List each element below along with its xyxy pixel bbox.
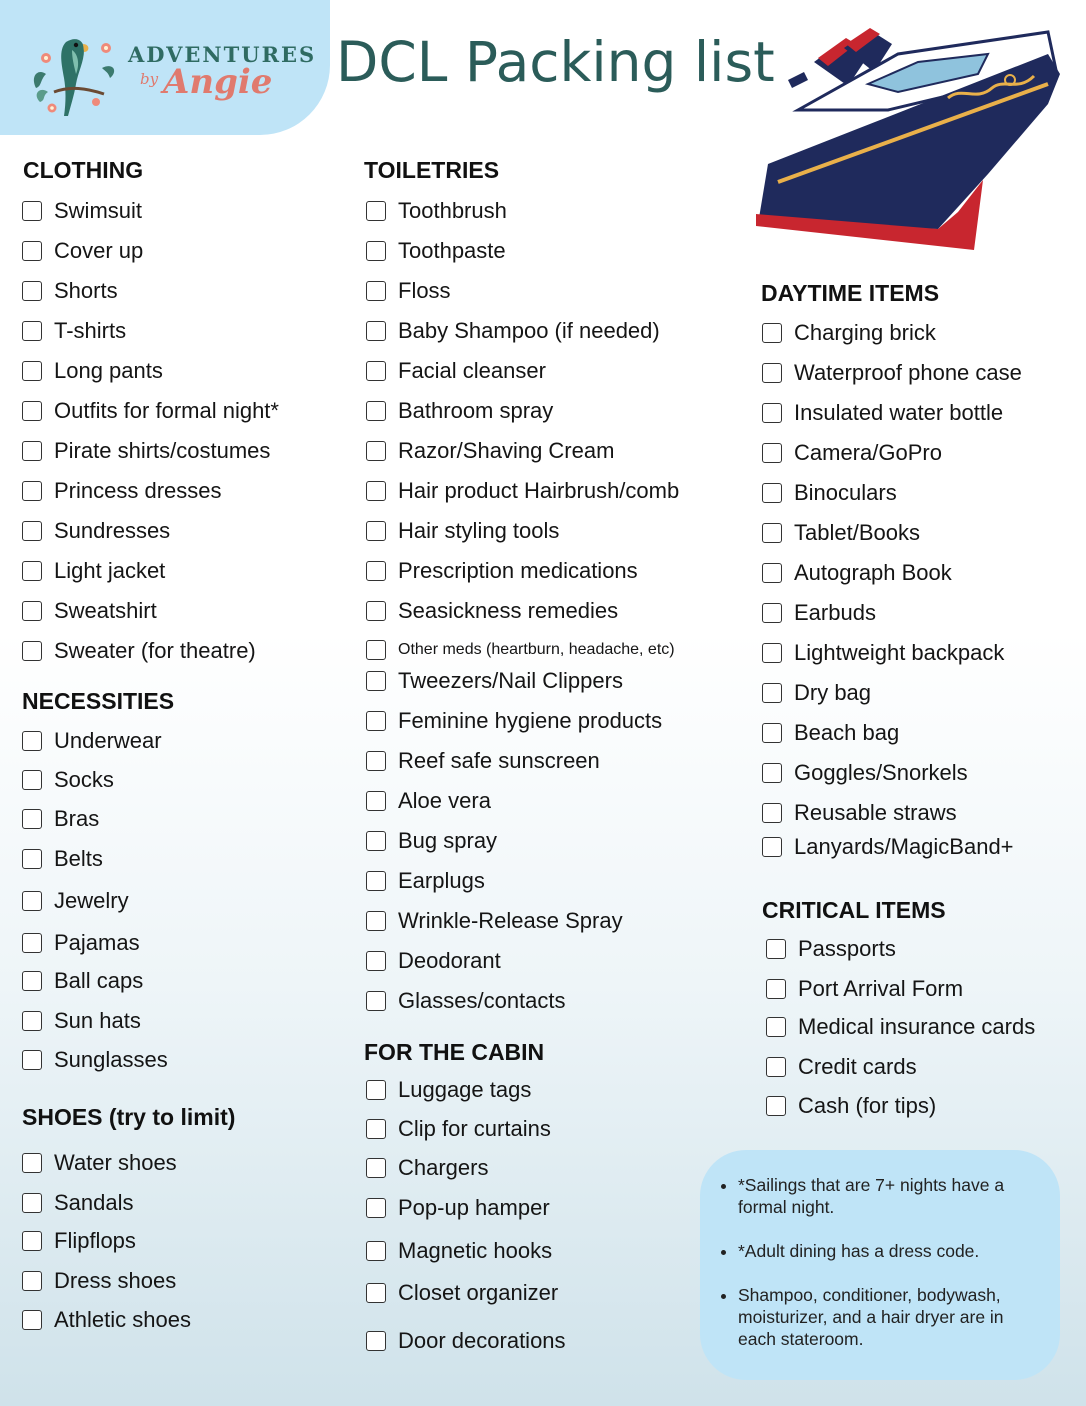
checkbox[interactable] xyxy=(22,849,42,869)
item-label: Luggage tags xyxy=(398,1077,532,1102)
item-label: Tablet/Books xyxy=(794,520,920,545)
checkbox[interactable] xyxy=(762,803,782,823)
checkbox[interactable] xyxy=(366,241,386,261)
section-heading-shoes: SHOES (try to limit) xyxy=(22,1104,236,1130)
checklist-item-sundresses[interactable] xyxy=(22,516,170,546)
item-label: Sundresses xyxy=(54,518,171,543)
item-label: Goggles/Snorkels xyxy=(794,760,968,785)
item-label: Reef safe sunscreen xyxy=(398,748,600,773)
checkbox[interactable] xyxy=(762,683,782,703)
checkbox[interactable] xyxy=(766,1096,786,1116)
checklist-item-beach-bag[interactable] xyxy=(762,718,899,748)
item-label: Floss xyxy=(398,278,451,303)
checkbox[interactable] xyxy=(22,481,42,501)
item-label: Medical insurance cards xyxy=(798,1014,1036,1039)
checkbox[interactable] xyxy=(22,201,42,221)
checkbox[interactable] xyxy=(366,481,386,501)
item-label: Bras xyxy=(54,806,100,831)
checkbox[interactable] xyxy=(366,991,386,1011)
checklist-item-earplugs[interactable] xyxy=(366,866,485,896)
checkbox[interactable] xyxy=(366,951,386,971)
checkbox[interactable] xyxy=(22,1011,42,1031)
section-heading-necessities: NECESSITIES xyxy=(22,688,175,714)
item-label: Socks xyxy=(54,767,114,792)
item-label: Facial cleanser xyxy=(398,358,546,383)
checklist-item-toothbrush[interactable] xyxy=(366,196,507,226)
item-label: Lanyards/MagicBand+ xyxy=(794,834,1014,859)
checklist-item-port-arrival-form[interactable] xyxy=(766,974,963,1004)
checkbox[interactable] xyxy=(22,933,42,953)
item-label: Sandals xyxy=(54,1190,134,1215)
checkbox[interactable] xyxy=(366,1283,386,1303)
item-label: Chargers xyxy=(398,1155,489,1180)
checklist-item-tweezers[interactable] xyxy=(366,666,623,696)
section-heading-clothing: CLOTHING xyxy=(23,157,144,183)
item-label: Prescription medications xyxy=(398,558,638,583)
checklist-item-jewelry[interactable] xyxy=(22,886,129,916)
item-label: Binoculars xyxy=(794,480,897,505)
checkbox[interactable] xyxy=(366,561,386,581)
checklist-item-razor[interactable] xyxy=(366,436,614,466)
checklist-item-charging-brick[interactable] xyxy=(762,318,936,348)
checkbox[interactable] xyxy=(366,751,386,771)
checkbox[interactable] xyxy=(22,1153,42,1173)
item-label: Water shoes xyxy=(54,1150,177,1175)
item-label: Sun hats xyxy=(54,1008,141,1033)
section-heading-cabin: FOR THE CABIN xyxy=(364,1039,545,1065)
checkbox[interactable] xyxy=(22,281,42,301)
checklist-item-cash[interactable] xyxy=(766,1091,936,1121)
item-label: Hair styling tools xyxy=(398,518,560,543)
checklist-item-facial-cleanser[interactable] xyxy=(366,356,546,386)
checklist-item-door-decorations[interactable] xyxy=(366,1326,566,1356)
checkbox[interactable] xyxy=(762,363,782,383)
checklist-item-passports[interactable] xyxy=(766,934,896,964)
note-dress-code: • *Adult dining has a dress code. xyxy=(738,1240,1042,1262)
item-label: Waterproof phone case xyxy=(794,360,1022,385)
checkbox[interactable] xyxy=(366,401,386,421)
checklist-item-credit-cards[interactable] xyxy=(766,1052,917,1082)
checkbox[interactable] xyxy=(22,1050,42,1070)
checklist-item-ball-caps[interactable] xyxy=(22,966,143,996)
checkbox[interactable] xyxy=(366,831,386,851)
checklist-item-tablet-books[interactable] xyxy=(762,518,920,548)
section-heading-daytime: DAYTIME ITEMS xyxy=(761,280,940,306)
checkbox[interactable] xyxy=(762,403,782,423)
checklist-item-belts[interactable] xyxy=(22,844,103,874)
item-label: Baby Shampoo (if needed) xyxy=(398,318,660,343)
item-label: Sunglasses xyxy=(54,1047,168,1072)
checkbox[interactable] xyxy=(366,201,386,221)
checkbox[interactable] xyxy=(22,641,42,661)
item-label: Flipflops xyxy=(54,1228,136,1253)
checklist-item-aloe-vera[interactable] xyxy=(366,786,491,816)
checklist-item-sweater[interactable] xyxy=(22,636,256,666)
checkbox[interactable] xyxy=(22,1271,42,1291)
checklist-item-closet-organizer[interactable] xyxy=(366,1278,558,1308)
checklist-item-camera[interactable] xyxy=(762,438,942,468)
item-label: Charging brick xyxy=(794,320,936,345)
checklist-item-binoculars[interactable] xyxy=(762,478,897,508)
checklist-item-swimsuit[interactable] xyxy=(22,196,142,226)
item-label: Beach bag xyxy=(794,720,900,745)
item-label: Sweatshirt xyxy=(54,598,157,623)
checkbox[interactable] xyxy=(766,979,786,999)
checklist-item-luggage-tags[interactable] xyxy=(366,1075,531,1105)
item-label: Aloe vera xyxy=(398,788,491,813)
checkbox[interactable] xyxy=(22,971,42,991)
checklist-item-long-pants[interactable] xyxy=(22,356,163,386)
item-label: Glasses/contacts xyxy=(398,988,566,1013)
checkbox[interactable] xyxy=(766,939,786,959)
item-label: Light jacket xyxy=(54,558,166,583)
checklist-item-cover-up[interactable] xyxy=(22,236,143,266)
item-label: Seasickness remedies xyxy=(398,598,619,623)
checkbox[interactable] xyxy=(366,1119,386,1139)
item-label: Other meds (heartburn, headache, etc) xyxy=(398,641,675,658)
checkbox[interactable] xyxy=(366,671,386,691)
item-label: Passports xyxy=(798,936,896,961)
checklist-item-seasickness[interactable] xyxy=(366,596,618,626)
item-label: Earplugs xyxy=(398,868,485,893)
checkbox[interactable] xyxy=(22,561,42,581)
checklist-item-sunglasses[interactable] xyxy=(22,1045,168,1075)
checkbox[interactable] xyxy=(22,441,42,461)
checklist-item-baby-shampoo[interactable] xyxy=(366,316,660,346)
checklist-item-princess-dresses[interactable] xyxy=(22,476,222,506)
checkbox[interactable] xyxy=(366,1331,386,1351)
checklist-item-straws[interactable] xyxy=(762,798,957,828)
checklist-item-formal-outfits[interactable] xyxy=(22,396,279,426)
checklist-item-wrinkle-spray[interactable] xyxy=(366,906,623,936)
checklist-item-insurance-cards[interactable] xyxy=(766,1012,1035,1042)
checkbox[interactable] xyxy=(766,1057,786,1077)
checkbox[interactable] xyxy=(762,323,782,343)
item-label: Dry bag xyxy=(794,680,872,705)
section-heading-critical: CRITICAL ITEMS xyxy=(762,897,946,923)
checklist-item-phone-case[interactable] xyxy=(762,358,1022,388)
item-label: Athletic shoes xyxy=(54,1307,191,1332)
item-label: Magnetic hooks xyxy=(398,1238,553,1263)
checkbox[interactable] xyxy=(22,401,42,421)
checkbox[interactable] xyxy=(366,911,386,931)
checklist-item-dry-bag[interactable] xyxy=(762,678,871,708)
checklist-item-sandals[interactable] xyxy=(22,1188,134,1218)
brand-author: Angie xyxy=(163,62,273,102)
notes-list xyxy=(716,1174,1042,1350)
checklist-item-deodorant[interactable] xyxy=(366,946,501,976)
item-label: Jewelry xyxy=(54,888,129,913)
item-label: Credit cards xyxy=(798,1054,917,1079)
checklist-item-shorts[interactable] xyxy=(22,276,118,306)
checklist-item-toothpaste[interactable] xyxy=(366,236,506,266)
checkbox[interactable] xyxy=(22,770,42,790)
checkbox[interactable] xyxy=(22,809,42,829)
checklist-item-pirate-shirts[interactable] xyxy=(22,436,270,466)
item-label: Dress shoes xyxy=(54,1268,177,1293)
checklist-item-goggles[interactable] xyxy=(762,758,968,788)
item-label: T-shirts xyxy=(54,318,127,343)
checkbox[interactable] xyxy=(22,321,42,341)
item-label: Pop-up hamper xyxy=(398,1195,550,1220)
checkbox[interactable] xyxy=(366,321,386,341)
checkbox[interactable] xyxy=(22,1231,42,1251)
checklist-item-earbuds[interactable] xyxy=(762,598,876,628)
checklist-item-floss[interactable] xyxy=(366,276,451,306)
item-label: Hair product Hairbrush/comb xyxy=(398,478,680,503)
item-label: Earbuds xyxy=(794,600,876,625)
item-label: Clip for curtains xyxy=(398,1116,551,1141)
checklist-item-magnetic-hooks[interactable] xyxy=(366,1236,552,1266)
checkbox[interactable] xyxy=(366,1241,386,1261)
item-label: Wrinkle-Release Spray xyxy=(398,908,623,933)
item-label: Shorts xyxy=(54,278,118,303)
item-label: Toothbrush xyxy=(398,198,507,223)
checklist-item-prescriptions[interactable] xyxy=(366,556,638,586)
item-label: Lightweight backpack xyxy=(794,640,1005,665)
checkbox[interactable] xyxy=(762,443,782,463)
section-heading-toiletries: TOILETRIES xyxy=(364,157,500,183)
checklist-item-hair-product[interactable] xyxy=(366,476,679,506)
item-label: Insulated water bottle xyxy=(794,400,1004,425)
checklist-item-socks[interactable] xyxy=(22,765,114,795)
item-label: Princess dresses xyxy=(54,478,222,503)
item-label: Camera/GoPro xyxy=(794,440,942,465)
page-title: DCL Packing list xyxy=(336,30,775,94)
note-formal-night: • *Sailings that are 7+ nights have a formal night. xyxy=(738,1174,1042,1218)
checklist-item-sun-hats[interactable] xyxy=(22,1006,141,1036)
item-label: Swimsuit xyxy=(54,198,143,223)
checklist-item-autograph-book[interactable] xyxy=(762,558,952,588)
item-label: Toothpaste xyxy=(398,238,506,263)
checklist-item-hamper[interactable] xyxy=(366,1193,550,1223)
item-label: Sweater (for theatre) xyxy=(54,638,256,663)
checklist-item-feminine-hygiene[interactable] xyxy=(366,706,662,736)
parrot-logo-icon xyxy=(26,28,122,120)
checklist-item-dress-shoes[interactable] xyxy=(22,1266,176,1296)
checkbox[interactable] xyxy=(762,603,782,623)
checkbox[interactable] xyxy=(762,763,782,783)
item-label: Reusable straws xyxy=(794,800,957,825)
checkbox[interactable] xyxy=(22,891,42,911)
checkbox[interactable] xyxy=(366,441,386,461)
brand-name: ADVENTURES xyxy=(128,42,317,67)
checklist-item-athletic-shoes[interactable] xyxy=(22,1305,191,1335)
checklist-item-pajamas[interactable] xyxy=(22,928,140,958)
item-label: Long pants xyxy=(54,358,163,383)
checkbox[interactable] xyxy=(366,601,386,621)
checkbox[interactable] xyxy=(762,563,782,583)
item-label: Pajamas xyxy=(54,930,140,955)
checklist-item-glasses[interactable] xyxy=(366,986,566,1016)
checklist-item-other-meds[interactable] xyxy=(366,635,675,665)
checkbox[interactable] xyxy=(366,521,386,541)
note-stateroom-amenities: • Shampoo, conditioner, bodywash, moisturizer, and a hair dryer are in each stateroom. xyxy=(738,1284,1042,1350)
item-label: Autograph Book xyxy=(794,560,952,585)
checkbox[interactable] xyxy=(366,640,386,660)
item-label: Tweezers/Nail Clippers xyxy=(398,668,623,693)
checkbox[interactable] xyxy=(762,523,782,543)
checkbox[interactable] xyxy=(762,723,782,743)
item-label: Belts xyxy=(54,846,103,871)
checklist-item-flipflops[interactable] xyxy=(22,1226,136,1256)
item-label: Razor/Shaving Cream xyxy=(398,438,615,463)
checklist-item-t-shirts[interactable] xyxy=(22,316,126,346)
checklist-item-backpack[interactable] xyxy=(762,638,1004,668)
item-label: Deodorant xyxy=(398,948,501,973)
notes-box xyxy=(700,1150,1060,1380)
checkbox[interactable] xyxy=(22,361,42,381)
item-label: Cover up xyxy=(54,238,144,263)
checkbox[interactable] xyxy=(762,837,782,857)
checkbox[interactable] xyxy=(22,731,42,751)
item-label: Door decorations xyxy=(398,1328,566,1353)
checkbox[interactable] xyxy=(766,1017,786,1037)
checklist-item-curtain-clip[interactable] xyxy=(366,1114,551,1144)
checklist-item-sweatshirt[interactable] xyxy=(22,596,157,626)
item-label: Closet organizer xyxy=(398,1280,559,1305)
item-label: Ball caps xyxy=(54,968,144,993)
checklist-item-bras[interactable] xyxy=(22,804,99,834)
checkbox[interactable] xyxy=(366,711,386,731)
item-label: Port Arrival Form xyxy=(798,976,964,1001)
item-label: Outfits for formal night* xyxy=(54,398,279,423)
item-label: Underwear xyxy=(54,728,162,753)
item-label: Bug spray xyxy=(398,828,498,853)
checklist-item-underwear[interactable] xyxy=(22,726,162,756)
checkbox[interactable] xyxy=(22,521,42,541)
checkbox[interactable] xyxy=(366,281,386,301)
checkbox[interactable] xyxy=(366,1080,386,1100)
checkbox[interactable] xyxy=(366,1158,386,1178)
item-label: Cash (for tips) xyxy=(798,1093,937,1118)
checklist-item-water-bottle[interactable] xyxy=(762,398,1003,428)
checklist-item-bug-spray[interactable] xyxy=(366,826,497,856)
brand-by: by xyxy=(140,70,159,88)
checkbox[interactable] xyxy=(762,483,782,503)
checklist-item-hair-styling-tools[interactable] xyxy=(366,516,559,546)
checklist-item-sunscreen[interactable] xyxy=(366,746,600,776)
checklist-item-water-shoes[interactable] xyxy=(22,1148,177,1178)
checkbox[interactable] xyxy=(366,1198,386,1218)
checklist-item-lanyards[interactable] xyxy=(762,832,1014,862)
checklist-item-chargers[interactable] xyxy=(366,1153,488,1183)
item-label: Feminine hygiene products xyxy=(398,708,663,733)
checklist-item-bathroom-spray[interactable] xyxy=(366,396,553,426)
checkbox[interactable] xyxy=(22,1310,42,1330)
checkbox[interactable] xyxy=(762,643,782,663)
cruise-ship-icon xyxy=(748,14,1063,259)
checklist-item-light-jacket[interactable] xyxy=(22,556,165,586)
checkbox[interactable] xyxy=(22,241,42,261)
checkbox[interactable] xyxy=(22,601,42,621)
checkbox[interactable] xyxy=(366,361,386,381)
checkbox[interactable] xyxy=(366,871,386,891)
checkbox[interactable] xyxy=(22,1193,42,1213)
checkbox[interactable] xyxy=(366,791,386,811)
item-label: Bathroom spray xyxy=(398,398,554,423)
item-label: Pirate shirts/costumes xyxy=(54,438,271,463)
